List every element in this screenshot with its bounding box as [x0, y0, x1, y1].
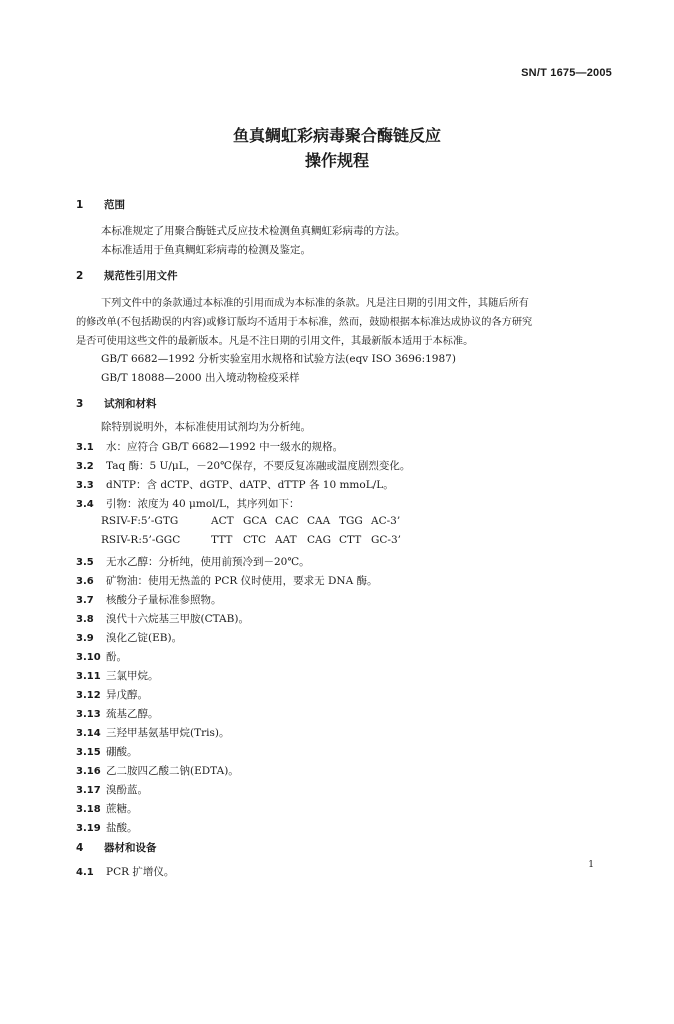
- reagent-item: 3.5 无水乙醇：分析纯，使用前预冷到－20℃。: [76, 556, 310, 568]
- document-title-line1: 鱼真鲷虹彩病毒聚合酶链反应: [232, 126, 441, 145]
- section-number: 3: [76, 398, 84, 410]
- section-title: 试剂和材料: [104, 398, 157, 410]
- reagent-item: 3.4 引物：浓度为 40 μmol/L，其序列如下：: [76, 498, 300, 510]
- references-paragraph-line: 是否可使用这些文件的最新版本。凡是不注日期的引用文件，其最新版本适用于本标准。: [76, 336, 474, 347]
- reagent-item: 3.7 核酸分子量标准参照物。: [76, 594, 222, 606]
- page-number: 1: [588, 860, 594, 870]
- reagent-item: 3.8 溴代十六烷基三甲胺(CTAB)。: [76, 613, 249, 625]
- reagent-item: 3.2 Taq 酶：5 U/μL，－20℃保存，不要反复冻融或温度剧烈变化。: [76, 460, 411, 472]
- section-title: 规范性引用文件: [104, 270, 178, 282]
- references-paragraph-line: 下列文件中的条款通过本标准的引用而成为本标准的条款。凡是注日期的引用文件，其随后所有: [101, 298, 529, 309]
- reagent-item: 3.3 dNTP：含 dCTP、dGTP、dATP、dTTP 各 10 mmoL/L。: [76, 479, 394, 491]
- scope-line: 本标准适用于鱼真鲷虹彩病毒的检测及鉴定。: [101, 244, 311, 256]
- section-title: 范围: [104, 199, 125, 211]
- section-heading-reagents: [76, 396, 157, 411]
- reagent-item: 3.11 三氯甲烷。: [76, 670, 159, 682]
- reagent-item: 3.1 水：应符合 GB/T 6682—1992 中一级水的规格。: [76, 441, 344, 453]
- reagent-item: 3.14 三羟甲基氨基甲烷(Tris)。: [76, 727, 230, 739]
- section-title: 器材和设备: [104, 842, 157, 854]
- primer-reverse: RSIV-R:5’-GGC TTT CTC AAT CAG CTT GC-3’: [101, 534, 401, 546]
- reagent-item: 3.15 硼酸。: [76, 746, 138, 758]
- reagents-intro: 除特别说明外，本标准使用试剂均为分析纯。: [101, 421, 311, 433]
- section-number: 1: [76, 199, 84, 211]
- reagent-item: 3.10 酚。: [76, 651, 127, 663]
- reagent-item: 3.18 蔗糖。: [76, 803, 138, 815]
- section-heading-references: [76, 268, 178, 283]
- section-number: 4: [76, 842, 84, 854]
- references-paragraph-line: 的修改单(不包括勘误的内容)或修订版均不适用于本标准，然而，鼓励根据本标准达成协议的各方研究: [76, 317, 533, 328]
- reagent-item: 3.9 溴化乙锭(EB)。: [76, 632, 183, 644]
- section-number: 2: [76, 270, 84, 282]
- reagent-item: 3.17 溴酚蓝。: [76, 784, 148, 796]
- scope-line: 本标准规定了用聚合酶链式反应技术检测鱼真鲷虹彩病毒的方法。: [101, 225, 406, 237]
- reagent-item: 3.13 巯基乙醇。: [76, 708, 159, 720]
- equipment-item: 4.1 PCR 扩增仪。: [76, 866, 175, 878]
- reference-doc: GB/T 6682—1992 分析实验室用水规格和试验方法(eqv ISO 3696:1987): [101, 353, 456, 365]
- reagent-item: 3.6 矿物油：使用无热盖的 PCR 仪时使用，要求无 DNA 酶。: [76, 575, 378, 587]
- document-title-line2: 操作规程: [304, 151, 369, 170]
- reagent-item: 3.12 异戊醇。: [76, 689, 148, 701]
- reference-doc: GB/T 18088—2000 出入境动物检疫采样: [101, 372, 300, 384]
- reagent-item: 3.19 盐酸。: [76, 822, 138, 834]
- reagent-item: 3.16 乙二胺四乙酸二钠(EDTA)。: [76, 765, 239, 777]
- standard-code: SN/T 1675—2005: [521, 67, 612, 79]
- section-heading-scope: [76, 197, 125, 212]
- primer-forward: RSIV-F:5’-GTG ACT GCA CAC CAA TGG AC-3’: [101, 515, 401, 527]
- section-heading-equipment: [76, 840, 157, 855]
